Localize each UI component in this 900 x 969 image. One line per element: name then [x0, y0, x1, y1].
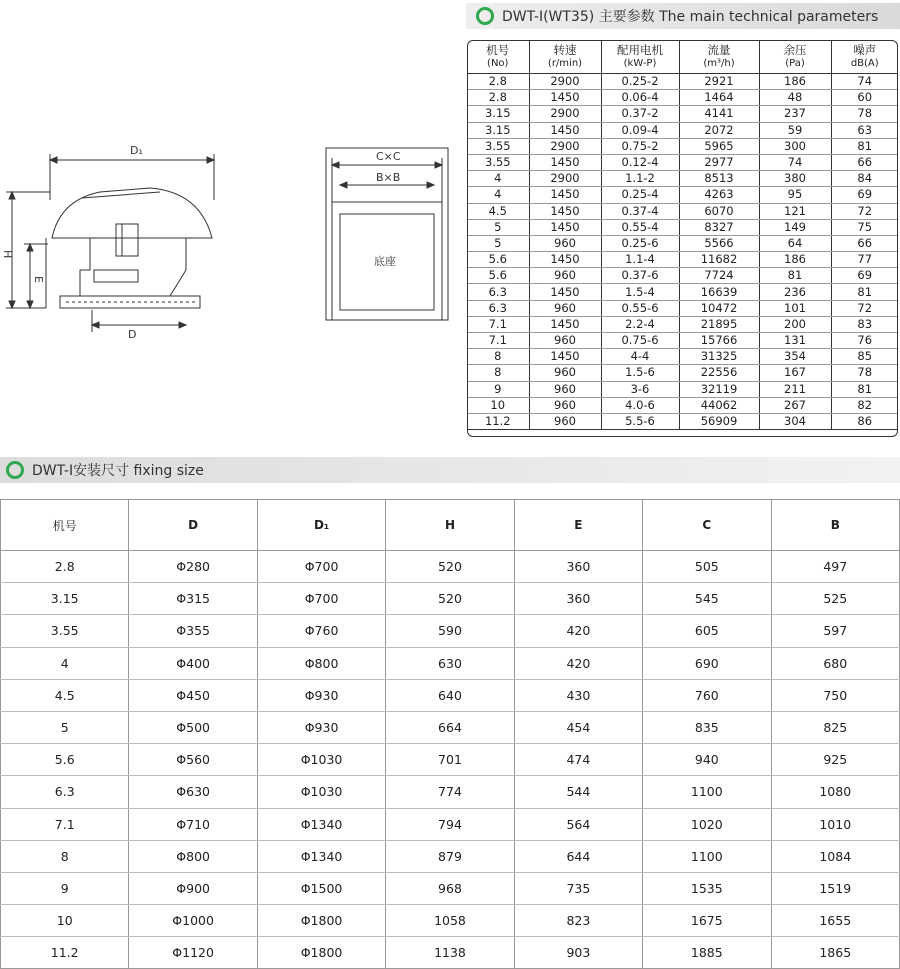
fixing-table-row: [1, 615, 900, 647]
table-cell: 4: [467, 171, 529, 187]
table-cell: 8327: [679, 219, 759, 235]
table-cell: 3.55: [467, 138, 529, 154]
table-cell: 2977: [679, 154, 759, 170]
fixing-header-cell: C: [643, 500, 771, 551]
table-cell: 121: [759, 203, 831, 219]
params-header-cell: 流量 (m³/h): [679, 40, 759, 74]
table-cell: Φ700: [257, 583, 385, 615]
table-cell: 497: [771, 551, 899, 583]
table-cell: 360: [514, 551, 642, 583]
table-cell: 735: [514, 872, 642, 904]
table-cell: 11682: [679, 252, 759, 268]
table-cell: 304: [759, 413, 831, 429]
table-cell: 1450: [529, 349, 601, 365]
table-cell: 380: [759, 171, 831, 187]
table-cell: 750: [771, 679, 899, 711]
table-cell: 5965: [679, 138, 759, 154]
table-cell: 0.06-4: [601, 90, 679, 106]
table-cell: 167: [759, 365, 831, 381]
table-cell: 960: [529, 365, 601, 381]
fixing-table-body: [1, 551, 900, 969]
table-cell: 1450: [529, 203, 601, 219]
table-cell: 72: [831, 203, 898, 219]
table-cell: 2.8: [1, 551, 129, 583]
table-cell: 9: [467, 381, 529, 397]
table-cell: 1535: [643, 872, 771, 904]
table-cell: 4.5: [467, 203, 529, 219]
table-cell: 564: [514, 808, 642, 840]
fixing-table-row: [1, 808, 900, 840]
table-cell: 66: [831, 235, 898, 251]
table-cell: 1865: [771, 937, 899, 969]
table-cell: Φ1000: [129, 905, 257, 937]
fixing-header-cell: H: [386, 500, 514, 551]
table-cell: 15766: [679, 333, 759, 349]
table-cell: 525: [771, 583, 899, 615]
table-cell: 590: [386, 615, 514, 647]
table-cell: 0.25-2: [601, 74, 679, 90]
table-cell: 63: [831, 122, 898, 138]
table-cell: 74: [759, 154, 831, 170]
table-cell: 1885: [643, 937, 771, 969]
table-cell: 95: [759, 187, 831, 203]
table-cell: 2900: [529, 138, 601, 154]
table-cell: 960: [529, 413, 601, 429]
table-cell: 2.8: [467, 90, 529, 106]
table-cell: 960: [529, 381, 601, 397]
table-cell: 1.5-6: [601, 365, 679, 381]
table-cell: 21895: [679, 316, 759, 332]
params-table-row: [467, 300, 898, 316]
table-cell: 16639: [679, 284, 759, 300]
fixing-table-row: [1, 583, 900, 615]
fixing-header-cell: E: [514, 500, 642, 551]
table-cell: 8: [1, 840, 129, 872]
table-cell: 3.55: [1, 615, 129, 647]
table-cell: Φ710: [129, 808, 257, 840]
table-cell: 430: [514, 679, 642, 711]
table-cell: 11.2: [1, 937, 129, 969]
params-header-row: [467, 40, 898, 74]
table-cell: 0.37-4: [601, 203, 679, 219]
table-cell: 4: [1, 647, 129, 679]
table-cell: 10: [1, 905, 129, 937]
table-cell: 1450: [529, 252, 601, 268]
table-cell: 5.6: [1, 744, 129, 776]
table-cell: 6.3: [1, 776, 129, 808]
fixing-header-cell: B: [771, 500, 899, 551]
params-table-row: [467, 171, 898, 187]
table-cell: 0.75-6: [601, 333, 679, 349]
params-table-row: [467, 106, 898, 122]
table-cell: 420: [514, 615, 642, 647]
circle-bullet-icon: [6, 461, 24, 479]
table-cell: 5.6: [467, 268, 529, 284]
table-cell: 879: [386, 840, 514, 872]
table-cell: 81: [831, 138, 898, 154]
table-cell: 8: [467, 349, 529, 365]
params-table-row: [467, 90, 898, 106]
table-cell: 1084: [771, 840, 899, 872]
fixing-table-row: [1, 937, 900, 969]
table-cell: 81: [759, 268, 831, 284]
table-cell: 9: [1, 872, 129, 904]
table-cell: 474: [514, 744, 642, 776]
table-cell: 4.5: [1, 679, 129, 711]
table-cell: Φ355: [129, 615, 257, 647]
fixing-table-row: [1, 647, 900, 679]
table-cell: 5: [467, 219, 529, 235]
table-cell: 1.1-2: [601, 171, 679, 187]
table-cell: Φ1500: [257, 872, 385, 904]
table-cell: 66: [831, 154, 898, 170]
table-cell: 7.1: [1, 808, 129, 840]
table-cell: Φ1340: [257, 840, 385, 872]
table-cell: Φ315: [129, 583, 257, 615]
table-cell: 211: [759, 381, 831, 397]
d-label: D: [128, 328, 137, 340]
table-cell: 2.2-4: [601, 316, 679, 332]
params-table-row: [467, 122, 898, 138]
table-cell: 1450: [529, 90, 601, 106]
fixing-header-row: [1, 500, 900, 551]
table-cell: 6.3: [467, 300, 529, 316]
table-cell: Φ560: [129, 744, 257, 776]
table-cell: Φ1800: [257, 937, 385, 969]
table-cell: 237: [759, 106, 831, 122]
table-cell: 0.25-4: [601, 187, 679, 203]
table-cell: 69: [831, 187, 898, 203]
table-cell: 6.3: [467, 284, 529, 300]
table-cell: 7.1: [467, 333, 529, 349]
table-cell: 960: [529, 397, 601, 413]
table-cell: 81: [831, 284, 898, 300]
table-cell: 2921: [679, 74, 759, 90]
table-cell: 6070: [679, 203, 759, 219]
params-table-row: [467, 349, 898, 365]
base-dimension-diagram: [318, 140, 458, 325]
table-cell: 186: [759, 74, 831, 90]
params-header-cell: 转速 (r/min): [529, 40, 601, 74]
table-cell: Φ500: [129, 711, 257, 743]
table-cell: 960: [529, 300, 601, 316]
params-table-row: [467, 268, 898, 284]
table-cell: Φ760: [257, 615, 385, 647]
table-cell: 903: [514, 937, 642, 969]
table-cell: 4: [467, 187, 529, 203]
table-cell: 3.15: [1, 583, 129, 615]
table-cell: 1655: [771, 905, 899, 937]
table-cell: 10472: [679, 300, 759, 316]
hood-dome-shape: [52, 188, 212, 238]
table-cell: 605: [643, 615, 771, 647]
e-label: E: [32, 276, 45, 283]
table-cell: 4.0-6: [601, 397, 679, 413]
params-table-row: [467, 235, 898, 251]
table-cell: 680: [771, 647, 899, 679]
table-cell: 5.5-6: [601, 413, 679, 429]
table-cell: 1100: [643, 776, 771, 808]
params-section-title: DWT-I(WT35) 主要参数 The main technical parameters: [502, 9, 879, 25]
table-cell: 64: [759, 235, 831, 251]
table-cell: Φ1800: [257, 905, 385, 937]
table-cell: Φ400: [129, 647, 257, 679]
table-cell: 630: [386, 647, 514, 679]
params-header-cell: 配用电机 (kW-P): [601, 40, 679, 74]
table-cell: 85: [831, 349, 898, 365]
table-cell: 59: [759, 122, 831, 138]
table-cell: 1080: [771, 776, 899, 808]
table-cell: Φ1120: [129, 937, 257, 969]
table-cell: 640: [386, 679, 514, 711]
table-cell: 86: [831, 413, 898, 429]
params-table-body: [467, 74, 898, 430]
table-cell: 1020: [643, 808, 771, 840]
table-cell: 1450: [529, 122, 601, 138]
params-table-row: [467, 252, 898, 268]
table-cell: 78: [831, 106, 898, 122]
params-table-row: [467, 219, 898, 235]
table-cell: 825: [771, 711, 899, 743]
base-label: 底座: [374, 255, 396, 268]
table-cell: 1450: [529, 187, 601, 203]
table-cell: 1464: [679, 90, 759, 106]
params-table-row: [467, 187, 898, 203]
table-cell: 3.15: [467, 106, 529, 122]
fixing-table-row: [1, 679, 900, 711]
table-cell: 2900: [529, 106, 601, 122]
params-table-row: [467, 413, 898, 429]
table-cell: 7.1: [467, 316, 529, 332]
table-cell: 131: [759, 333, 831, 349]
table-cell: 2072: [679, 122, 759, 138]
table-cell: 236: [759, 284, 831, 300]
table-cell: 101: [759, 300, 831, 316]
params-header-cell: 机号 (No): [467, 40, 529, 74]
table-cell: 1.1-4: [601, 252, 679, 268]
table-cell: 76: [831, 333, 898, 349]
table-cell: 8513: [679, 171, 759, 187]
table-cell: Φ930: [257, 711, 385, 743]
table-cell: 60: [831, 90, 898, 106]
table-cell: 520: [386, 583, 514, 615]
table-cell: 505: [643, 551, 771, 583]
fixing-header-cell: D: [129, 500, 257, 551]
table-cell: 544: [514, 776, 642, 808]
table-cell: 1100: [643, 840, 771, 872]
table-cell: 22556: [679, 365, 759, 381]
table-cell: 644: [514, 840, 642, 872]
fixing-section-title: DWT-I安装尺寸 fixing size: [32, 463, 204, 479]
table-cell: 520: [386, 551, 514, 583]
table-cell: 77: [831, 252, 898, 268]
table-cell: 925: [771, 744, 899, 776]
fixing-section-header: [0, 457, 900, 483]
table-cell: 690: [643, 647, 771, 679]
table-cell: 1675: [643, 905, 771, 937]
table-cell: 823: [514, 905, 642, 937]
table-cell: 701: [386, 744, 514, 776]
table-cell: 0.12-4: [601, 154, 679, 170]
table-cell: 960: [529, 333, 601, 349]
bb-label: B×B: [376, 171, 401, 184]
table-cell: 1450: [529, 154, 601, 170]
table-cell: 32119: [679, 381, 759, 397]
table-cell: 10: [467, 397, 529, 413]
table-cell: 597: [771, 615, 899, 647]
table-cell: Φ280: [129, 551, 257, 583]
table-cell: Φ800: [257, 647, 385, 679]
table-cell: 420: [514, 647, 642, 679]
circle-bullet-icon: [476, 7, 494, 25]
fixing-table-row: [1, 872, 900, 904]
params-table-row: [467, 154, 898, 170]
table-cell: 149: [759, 219, 831, 235]
table-cell: Φ930: [257, 679, 385, 711]
table-cell: 545: [643, 583, 771, 615]
fixing-table-row: [1, 551, 900, 583]
table-cell: 3.15: [467, 122, 529, 138]
table-cell: 200: [759, 316, 831, 332]
table-cell: 7724: [679, 268, 759, 284]
table-cell: 2900: [529, 171, 601, 187]
fixing-table-row: [1, 905, 900, 937]
fixing-header-cell: 机号: [1, 500, 129, 551]
table-cell: 1058: [386, 905, 514, 937]
params-table: [467, 40, 898, 430]
table-cell: 267: [759, 397, 831, 413]
fixing-table-row: [1, 711, 900, 743]
table-cell: 968: [386, 872, 514, 904]
table-cell: 0.25-6: [601, 235, 679, 251]
table-cell: 0.55-4: [601, 219, 679, 235]
params-table-row: [467, 381, 898, 397]
table-cell: 1450: [529, 284, 601, 300]
table-cell: 72: [831, 300, 898, 316]
table-cell: 1450: [529, 316, 601, 332]
table-cell: 4263: [679, 187, 759, 203]
table-cell: 794: [386, 808, 514, 840]
fixing-table-row: [1, 840, 900, 872]
table-cell: 4-4: [601, 349, 679, 365]
table-cell: 75: [831, 219, 898, 235]
table-cell: 4141: [679, 106, 759, 122]
params-table-row: [467, 397, 898, 413]
table-cell: 960: [529, 268, 601, 284]
table-cell: 0.37-6: [601, 268, 679, 284]
table-cell: 1519: [771, 872, 899, 904]
table-cell: 69: [831, 268, 898, 284]
table-cell: 81: [831, 381, 898, 397]
params-table-row: [467, 365, 898, 381]
table-cell: Φ1340: [257, 808, 385, 840]
table-cell: 774: [386, 776, 514, 808]
table-cell: 8: [467, 365, 529, 381]
table-cell: 0.37-2: [601, 106, 679, 122]
params-table-row: [467, 74, 898, 90]
table-cell: Φ630: [129, 776, 257, 808]
table-cell: 82: [831, 397, 898, 413]
table-cell: 1450: [529, 219, 601, 235]
params-table-row: [467, 333, 898, 349]
table-cell: 3-6: [601, 381, 679, 397]
fixing-size-table: [0, 499, 900, 969]
table-cell: 3.55: [467, 154, 529, 170]
h-label: H: [1, 250, 14, 259]
table-cell: 186: [759, 252, 831, 268]
table-cell: 960: [529, 235, 601, 251]
fixing-header-cell: D₁: [257, 500, 385, 551]
table-cell: 11.2: [467, 413, 529, 429]
params-header-cell: 余压 (Pa): [759, 40, 831, 74]
table-cell: 84: [831, 171, 898, 187]
params-table-row: [467, 316, 898, 332]
fixing-table-row: [1, 744, 900, 776]
fan-dimension-diagram: [0, 140, 230, 340]
table-cell: Φ900: [129, 872, 257, 904]
cc-label: C×C: [376, 150, 401, 163]
table-cell: 48: [759, 90, 831, 106]
table-cell: 83: [831, 316, 898, 332]
table-cell: 0.75-2: [601, 138, 679, 154]
params-table-row: [467, 284, 898, 300]
table-cell: Φ1030: [257, 776, 385, 808]
table-cell: 454: [514, 711, 642, 743]
table-cell: 5566: [679, 235, 759, 251]
table-cell: Φ1030: [257, 744, 385, 776]
fixing-table-row: [1, 776, 900, 808]
table-cell: 78: [831, 365, 898, 381]
table-cell: 835: [643, 711, 771, 743]
table-cell: 1138: [386, 937, 514, 969]
table-cell: 2.8: [467, 74, 529, 90]
params-header-cell: 噪声 dB(A): [831, 40, 898, 74]
table-cell: 300: [759, 138, 831, 154]
table-cell: 1010: [771, 808, 899, 840]
table-cell: 0.55-6: [601, 300, 679, 316]
table-cell: 5: [467, 235, 529, 251]
table-cell: 0.09-4: [601, 122, 679, 138]
table-cell: 56909: [679, 413, 759, 429]
table-cell: 2900: [529, 74, 601, 90]
table-cell: Φ800: [129, 840, 257, 872]
table-cell: 1.5-4: [601, 284, 679, 300]
d1-label: D₁: [130, 144, 143, 157]
table-cell: 5: [1, 711, 129, 743]
table-cell: 5.6: [467, 252, 529, 268]
table-cell: 360: [514, 583, 642, 615]
table-cell: 74: [831, 74, 898, 90]
params-table-row: [467, 203, 898, 219]
table-cell: 760: [643, 679, 771, 711]
params-table-row: [467, 138, 898, 154]
table-cell: 354: [759, 349, 831, 365]
table-cell: 31325: [679, 349, 759, 365]
table-cell: 664: [386, 711, 514, 743]
table-cell: 44062: [679, 397, 759, 413]
table-cell: Φ700: [257, 551, 385, 583]
table-cell: Φ450: [129, 679, 257, 711]
params-section-header: [466, 3, 900, 29]
table-cell: 940: [643, 744, 771, 776]
